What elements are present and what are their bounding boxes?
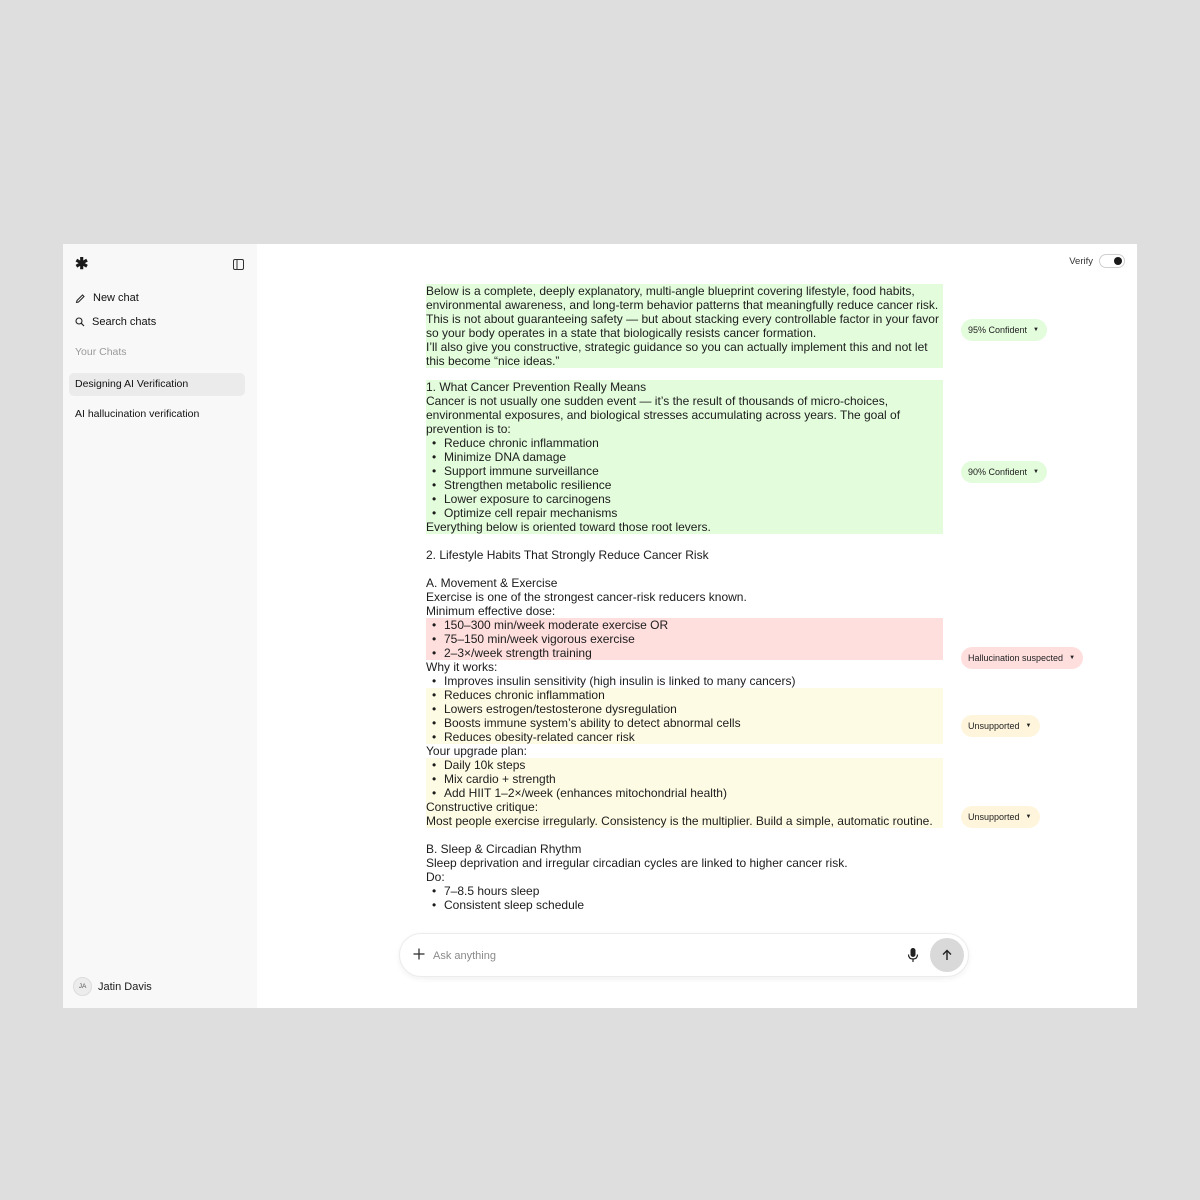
user-name: Jatin Davis — [98, 980, 152, 993]
list-item: • 2–3×/week strength training — [426, 646, 943, 660]
list-item: • Optimize cell repair mechanisms — [426, 506, 943, 520]
caret-down-icon: ▼ — [1069, 655, 1076, 661]
confidence-badge[interactable] — [961, 461, 1047, 483]
caret-down-icon: ▼ — [1025, 814, 1032, 820]
search-chats-label: Search chats — [92, 316, 157, 328]
paragraph: Exercise is one of the strongest cancer-risk reducers known. — [426, 590, 747, 604]
list-item: • Reduce chronic inflammation — [426, 436, 943, 450]
section-heading: 2. Lifestyle Habits That Strongly Reduce Cancer Risk — [426, 548, 709, 562]
flagged-block-hallucination — [426, 618, 943, 660]
avatar: JA — [73, 977, 92, 996]
list-item: • 75–150 min/week vigorous exercise — [426, 632, 943, 646]
paragraph: Most people exercise irregularly. Consistency is the multiplier. Build a simple, automatic routine. — [426, 814, 933, 828]
label: Constructive critique: — [426, 800, 539, 814]
paragraph: Below is a complete, deeply explanatory, multi-angle blueprint covering lifestyle, food habits, environmental awareness, and long-term behavior patterns that meaningfully reduce cancer risk. This is not about guaranteeing safety — but about stacking every controllable factor in your favor so your body operates in a state that biologically resists cancer formation. — [426, 284, 939, 340]
label: Why it works: — [426, 660, 498, 674]
list-item: • Lowers estrogen/testosterone dysregulation — [426, 702, 943, 716]
confidence-badge[interactable] — [961, 319, 1047, 341]
chat-item-ai-hallucination-verification[interactable]: AI hallucination verification — [75, 408, 200, 420]
list-item: • Support immune surveillance — [426, 464, 943, 478]
list-item: • 150–300 min/week moderate exercise OR — [426, 618, 943, 632]
caret-down-icon: ▼ — [1025, 723, 1032, 729]
verified-block-intro — [426, 284, 943, 368]
verify-label: Verify — [1069, 255, 1093, 267]
search-chats-button[interactable] — [75, 313, 156, 331]
subsection-heading: B. Sleep & Circadian Rhythm — [426, 842, 582, 856]
label: Do: — [426, 870, 445, 884]
badge-label: 95% Confident — [968, 325, 1028, 335]
microphone-icon[interactable] — [906, 947, 920, 963]
caret-down-icon: ▼ — [1033, 327, 1039, 333]
new-chat-button[interactable] — [75, 289, 139, 307]
arrow-up-icon — [941, 949, 953, 961]
verified-block-section-1 — [426, 380, 943, 534]
app-window — [63, 244, 1137, 1008]
badge-label: Unsupported — [968, 721, 1020, 731]
flagged-block-unsupported-2 — [426, 758, 943, 828]
list-item: • Strengthen metabolic resilience — [426, 478, 943, 492]
logo-icon[interactable]: ✱ — [75, 256, 89, 273]
list-item: • Add HIIT 1–2×/week (enhances mitochondrial health) — [426, 786, 943, 800]
paragraph: Everything below is oriented toward those root levers. — [426, 520, 711, 534]
pencil-icon — [75, 293, 86, 304]
badge-label: Hallucination suspected — [968, 653, 1064, 663]
list-item: • Reduces chronic inflammation — [426, 688, 943, 702]
assistant-response — [426, 284, 943, 934]
list-item: • Lower exposure to carcinogens — [426, 492, 943, 506]
chat-item-designing-ai-verification[interactable]: Designing AI Verification — [69, 373, 245, 396]
search-icon — [75, 317, 85, 327]
sidebar — [63, 244, 257, 1008]
ask-input[interactable] — [431, 946, 895, 966]
list-item: • Boosts immune system’s ability to detect abnormal cells — [426, 716, 943, 730]
hallucination-badge[interactable] — [961, 647, 1083, 669]
badge-label: Unsupported — [968, 812, 1020, 822]
paragraph: I’ll also give you constructive, strategic guidance so you can actually implement this and not let this become “nice ideas.” — [426, 340, 928, 368]
list-item: • Reduces obesity-related cancer risk — [426, 730, 943, 744]
badge-label: 90% Confident — [968, 467, 1028, 477]
paragraph: Sleep deprivation and irregular circadian cycles are linked to higher cancer risk. — [426, 856, 848, 870]
paragraph: Cancer is not usually one sudden event — it’s the result of thousands of micro-choices, environmental exposures, and biological stresses accumulating across years. The goal of prevention is to: — [426, 394, 901, 436]
list-item: • Mix cardio + strength — [426, 772, 943, 786]
bullet-list — [426, 436, 943, 520]
flagged-block-unsupported-1 — [426, 688, 943, 744]
plus-icon[interactable] — [412, 947, 426, 961]
message-composer — [399, 933, 969, 977]
sidebar-toggle-icon[interactable] — [233, 259, 244, 270]
label: Minimum effective dose: — [426, 604, 556, 618]
new-chat-label: New chat — [93, 292, 139, 304]
subsection-heading: A. Movement & Exercise — [426, 576, 558, 590]
caret-down-icon: ▼ — [1033, 469, 1039, 475]
send-button[interactable] — [930, 938, 964, 972]
verify-control — [1069, 254, 1125, 268]
list-item: • Consistent sleep schedule — [426, 898, 943, 912]
list-item: • Minimize DNA damage — [426, 450, 943, 464]
list-item: • Daily 10k steps — [426, 758, 943, 772]
unsupported-badge[interactable] — [961, 806, 1040, 828]
unsupported-badge[interactable] — [961, 715, 1040, 737]
your-chats-heading: Your Chats — [75, 346, 127, 358]
list-item: • Improves insulin sensitivity (high insulin is linked to many cancers) — [426, 674, 943, 688]
label: Your upgrade plan: — [426, 744, 527, 758]
section-heading: 1. What Cancer Prevention Really Means — [426, 380, 647, 394]
list-item: • 7–8.5 hours sleep — [426, 884, 943, 898]
bullet-list — [426, 674, 943, 688]
user-profile[interactable] — [73, 977, 152, 996]
bullet-list — [426, 758, 943, 800]
bullet-list — [426, 884, 943, 912]
verify-toggle[interactable] — [1099, 254, 1125, 268]
